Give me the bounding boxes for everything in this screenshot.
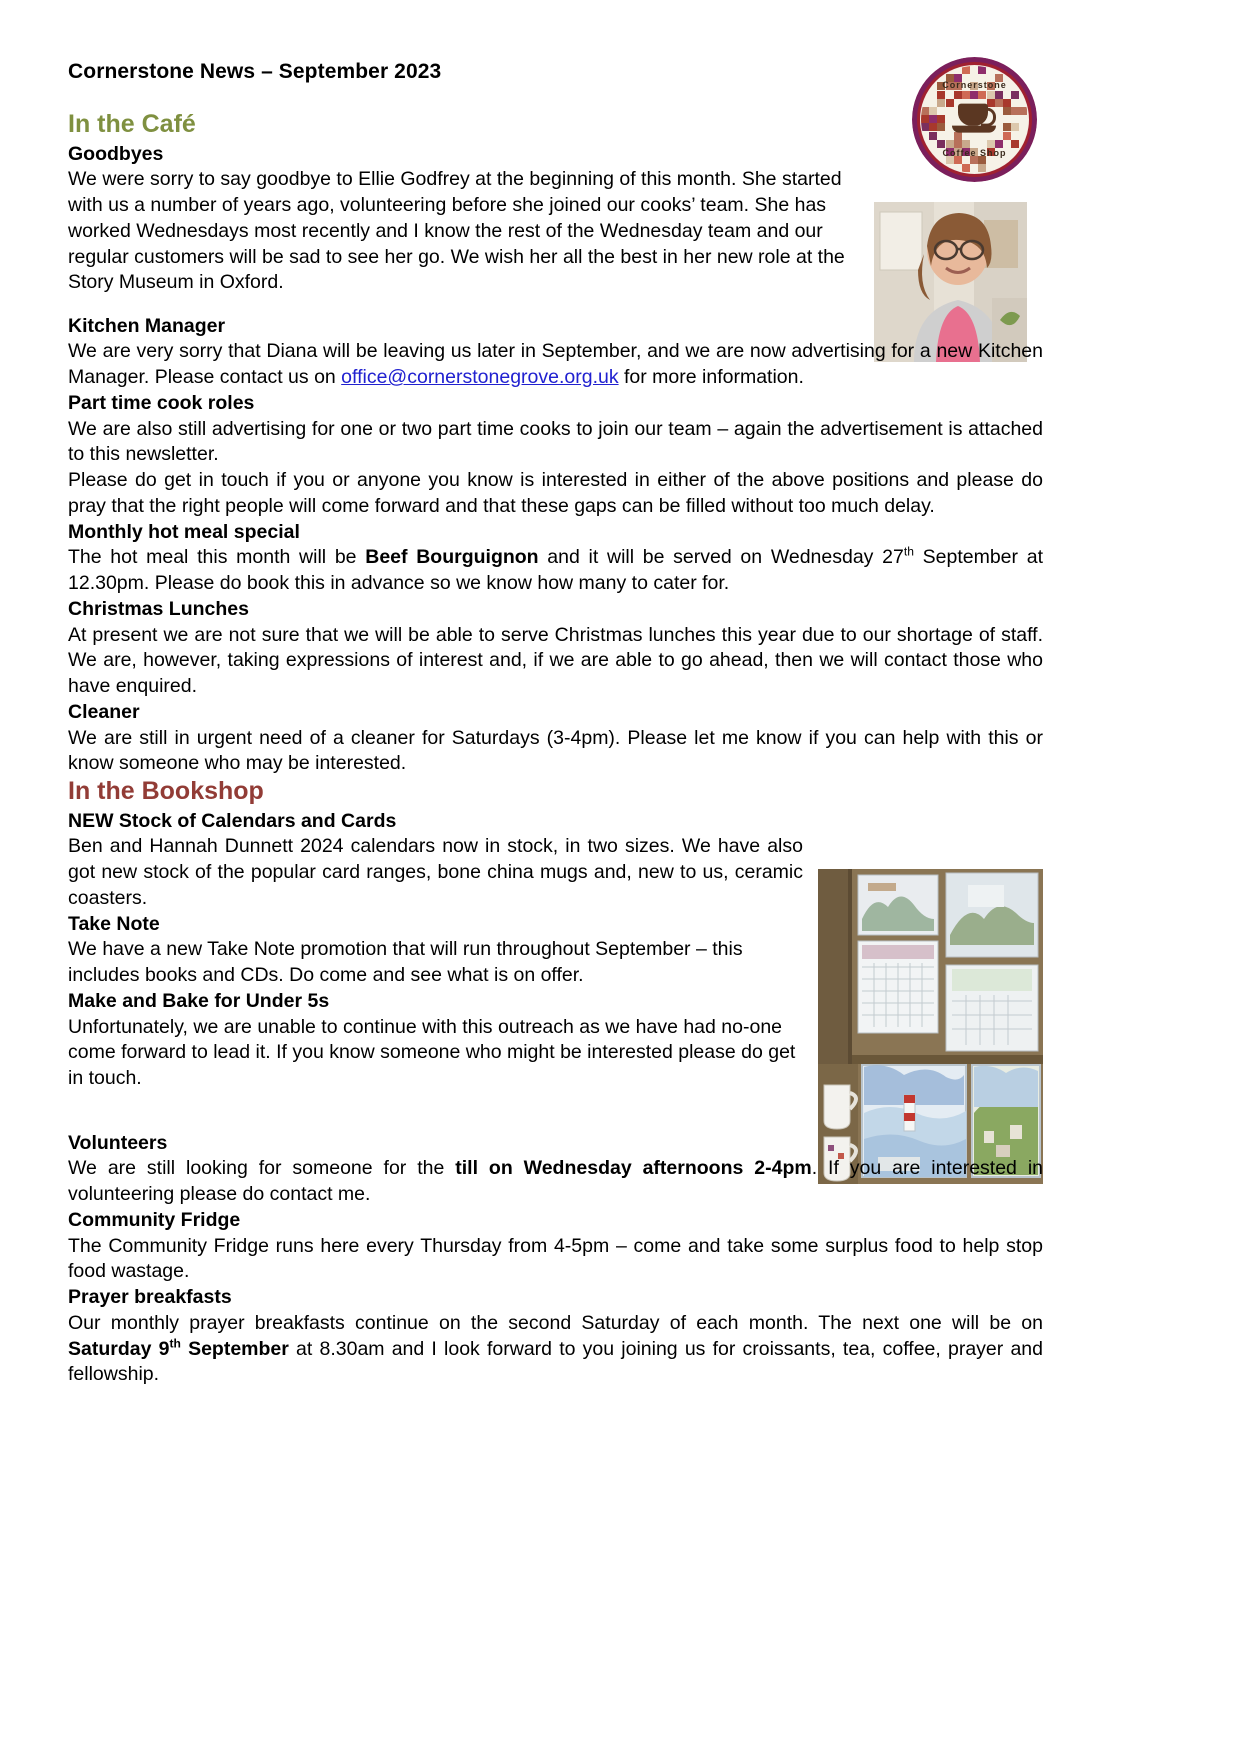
logo-text-bottom: Coffee Shop: [942, 148, 1007, 158]
prayer-date-bold-2: September: [180, 1337, 289, 1360]
hot-meal-dish-name: Beef Bourguignon: [365, 546, 539, 569]
sub-heading-monthly-hot-meal: Monthly hot meal special: [68, 520, 300, 543]
paragraph-community-fridge: The Community Fridge runs here every Thursday from 4-5pm – come and take some surplus food to help stop food wastage.: [68, 1234, 1043, 1283]
paragraph-kitchen-manager: [68, 339, 1043, 390]
newsletter-content: [68, 60, 1043, 1388]
logo-text-top: Cornerstone: [942, 80, 1007, 90]
paragraph-cleaner: We are still in urgent need of a cleaner for Saturdays (3-4pm). Please let me know if you can help with this or know someone who may be interested.: [68, 726, 1043, 775]
prayer-date-bold-1: Saturday 9: [68, 1337, 170, 1360]
sub-heading-part-time-cook-roles: Part time cook roles: [68, 391, 255, 414]
sub-heading-take-note: Take Note: [68, 912, 160, 935]
sub-heading-cleaner: Cleaner: [68, 700, 140, 723]
paragraph-prayer-breakfasts: [68, 1311, 1043, 1388]
paragraph-new-stock: Ben and Hannah Dunnett 2024 calendars now in stock, in two sizes. We have also got new stock of the popular card ranges, bone china mugs and, new to us, ceramic coasters.: [68, 835, 803, 909]
paragraph-goodbyes: We were sorry to say goodbye to Ellie Godfrey at the beginning of this month. She started with us a number of years ago, volunteering before she joined our cooks’ team. She has worked Wednesdays most recently and I know the rest of the Wednesday team and our regular customers will be sad to see her go. We wish her all the best in her new role at the Story Museum in Oxford.: [68, 168, 845, 294]
hot-meal-text-3: September at 12.30pm. Please do book this in advance so we know how many to cater for.: [68, 546, 1043, 595]
paragraph-make-and-bake: Unfortunately, we are unable to continue with this outreach as we have had no-one come forward to lead it. If you know someone who might be interested please do get in touch.: [68, 1015, 796, 1090]
sub-heading-new-stock: NEW Stock of Calendars and Cards: [68, 809, 397, 832]
hot-meal-text-1: The hot meal this month will be: [68, 546, 366, 569]
sub-heading-community-fridge: Community Fridge: [68, 1208, 241, 1231]
kitchen-manager-text-before: We are very sorry that Diana will be leaving us later in September, and we are now advertising for a new Kitchen Manager. Please contact us on: [68, 340, 1043, 389]
paragraph-take-note: We have a new Take Note promotion that will run throughout September – this includes books and CDs. Do come and see what is on offer.: [68, 938, 743, 987]
sub-heading-goodbyes: Goodbyes: [68, 142, 164, 165]
sub-heading-kitchen-manager: Kitchen Manager: [68, 314, 226, 337]
kitchen-manager-text-after: for more information.: [618, 366, 804, 389]
bookshop-photo-spacer: [803, 809, 1043, 1131]
page-title: Cornerstone News – September 2023: [68, 60, 442, 83]
office-email-link[interactable]: office@cornerstonegrove.org.uk: [341, 366, 619, 389]
prayer-text-2: at 8.30am and I look forward to you joining us for croissants, tea, coffee, prayer and fellowship.: [68, 1337, 1043, 1386]
volunteers-text-1: We are still looking for someone for the: [68, 1157, 456, 1180]
section-heading-bookshop: In the Bookshop: [68, 776, 264, 805]
ellie-photo-spacer: [868, 142, 1043, 314]
sub-heading-prayer-breakfasts: Prayer breakfasts: [68, 1286, 232, 1309]
sub-heading-christmas-lunches: Christmas Lunches: [68, 597, 249, 620]
volunteers-till-shift: till on Wednesday afternoons 2-4pm: [455, 1157, 812, 1180]
paragraph-volunteers: [68, 1156, 1043, 1207]
hot-meal-date-suffix: th: [903, 544, 914, 559]
prayer-text-1: Our monthly prayer breakfasts continue on the second Saturday of each month. The next one will be on: [68, 1311, 1043, 1334]
bookshop-top-block: [68, 809, 1043, 1131]
volunteers-text-2: . If you are interested in volunteering please do contact me.: [68, 1157, 1043, 1206]
sub-heading-make-and-bake: Make and Bake for Under 5s: [68, 989, 330, 1012]
hot-meal-text-2: and it will be served on Wednesday 27: [538, 546, 904, 569]
prayer-date-suffix: th: [169, 1336, 181, 1351]
paragraph-christmas-lunches: At present we are not sure that we will be able to serve Christmas lunches this year due to our shortage of staff. We are, however, taking expressions of interest and, if we are able to go ahead, then we will contact those who have enquired.: [68, 623, 1043, 698]
paragraph-part-time-cook-roles: We are also still advertising for one or two part time cooks to join our team – again the advertisement is attached to this newsletter.: [68, 417, 1043, 466]
cafe-goodbyes-block: [68, 142, 1043, 314]
paragraph-get-in-touch: Please do get in touch if you or anyone you know is interested in either of the above positions and please do pray that the right people will come forward and that these gaps can be filled without too much delay.: [68, 469, 1043, 517]
paragraph-monthly-hot-meal: [68, 545, 1043, 596]
sub-heading-volunteers: Volunteers: [68, 1131, 168, 1154]
section-heading-cafe: In the Café: [68, 110, 196, 138]
